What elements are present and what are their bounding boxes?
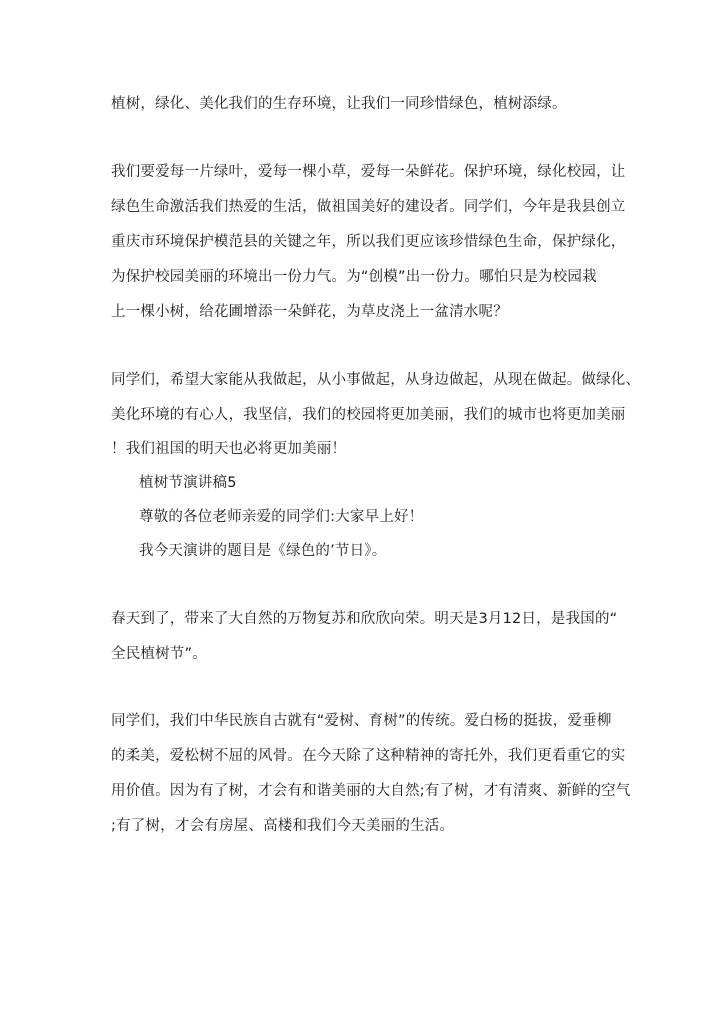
text-line: 美化环境的有心人，我坚信，我们的校园将更加美丽，我们的城市也将更加美丽 bbox=[111, 407, 626, 423]
text-line: 绿色生命激活我们热爱的生活，做祖国美好的建设者。同学们，今年是我县创立 bbox=[111, 199, 626, 215]
text-line: 植树，绿化、美化我们的生存环境，让我们一同珍惜绿色，植树添绿。 bbox=[111, 96, 567, 112]
text-line: 我们要爱每一片绿叶，爱每一棵小草，爱每一朵鲜花。保护环境，绿化校园，让 bbox=[111, 164, 626, 180]
section-heading: 植树节演讲稿5 bbox=[139, 475, 237, 491]
text-line: 的柔美，爱松树不屈的风骨。在今天除了这种精神的寄托外，我们更看重它的实 bbox=[111, 748, 626, 764]
greeting-line: 尊敬的各位老师亲爱的同学们:大家早上好！ bbox=[139, 509, 424, 525]
text-line: 用价值。因为有了树，才会有和谐美丽的大自然;有了树，才有清爽、新鲜的空气 bbox=[111, 783, 631, 799]
text-line: 春天到了，带来了大自然的万物复苏和欣欣向荣。明天是3月12日，是我国的“ bbox=[111, 611, 618, 627]
text-line: 全民植树节”。 bbox=[111, 646, 207, 662]
text-line: 重庆市环境保护模范县的关键之年，所以我们更应该珍惜绿色生命，保护绿化， bbox=[111, 234, 626, 250]
text-line: 为保护校园美丽的环境出一份力气。为“创模”出一份力。哪怕只是为校园栽 bbox=[111, 269, 597, 285]
text-line: ;有了树，才会有房屋、高楼和我们今天美丽的生活。 bbox=[111, 818, 455, 834]
speech-title-line: 我今天演讲的题目是《绿色的’节日》。 bbox=[139, 543, 387, 559]
text-line: 同学们，我们中华民族自古就有“爱树、育树”的传统。爱白杨的挺拔，爱垂柳 bbox=[111, 713, 612, 729]
text-line: 上一棵小树，给花圃增添一朵鲜花，为草皮浇上一盆清水呢？ bbox=[111, 304, 508, 320]
text-line: ！我们祖国的明天也必将更加美丽！ bbox=[111, 441, 347, 457]
text-line: 同学们，希望大家能从我做起，从小事做起，从身边做起，从现在做起。做绿化、 bbox=[111, 372, 641, 388]
